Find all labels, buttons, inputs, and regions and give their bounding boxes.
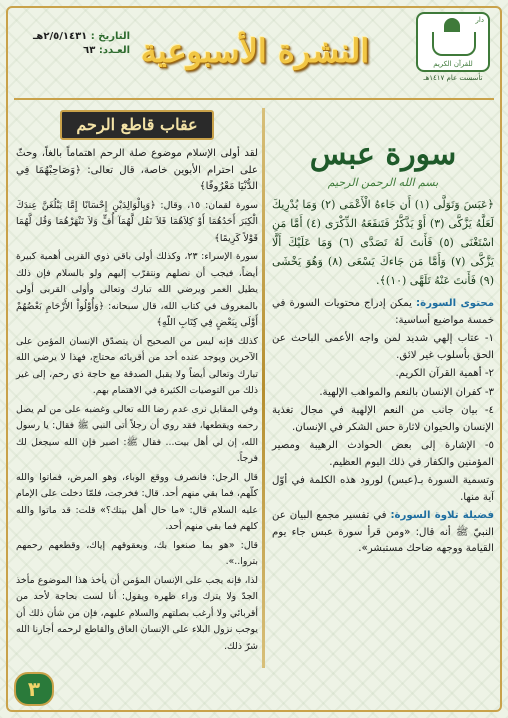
virtue-label: فضيلة تلاوة السورة: [390, 510, 495, 521]
article-paragraph: سورة لقمان: ١٥، وقال: ﴿وَبِالْوَالِدَيْنِ إِحْسَانًا إِمَّا يَبْلُغَنَّ عِندَكَ الْكِبَرَ أَحَدُهُمَا أَوْ كِلاَهُمَا فَلاَ تَقُل لَّهُمَآ أُفٍّ وَلاَ تَنْهَرْهُمَا وَقُل لَّهُمَا قَوْلاً كَرِيمًا﴾ [16, 199, 258, 244]
book-icon [432, 32, 476, 56]
header [10, 10, 498, 98]
basmala: بسم الله الرحمن الرحيم [327, 176, 439, 189]
masthead-title: النشرة الأسبوعية [140, 32, 370, 70]
surah-title [272, 138, 494, 172]
quran-verses: ﴿عَبَسَ وَتَوَلَّى (١) أَن جَاءهُ الْأَعْمَى (٢) وَمَا يُدْرِيكَ لَعَلَّهُ يَزَّكَّى (٣) أَوْ يَذَّكَّرُ فَتَنفَعَهُ الذِّكْرَى (٤) أَمَّا مَنِ اسْتَغْنَى (٥) فَأَنتَ لَهُ تَصَدَّى (٦) وَمَا عَلَيْكَ أَلَّا يَزَّكَّى (٧) وَأَمَّا مَن جَاءكَ يَسْعَى (٨) وَهُوَ يَخْشَى (٩) فَأَنتَ عَنْهُ تَلَهَّى (١٠)﴾. [272, 198, 494, 287]
article-paragraph: وفي المقابل نرى عدم رضا الله تعالى وغضبه على من لم يصل رحمه ويقطعها، فقد روي أن رجلاً أتى النبي ﷺ فقال: يا رسول الله، إن لي أهل بيت... فقال ﷺ: اصبر فإن الله سيجعل لك فرجاً. [16, 403, 258, 464]
logo-emblem [416, 12, 490, 72]
article-paragraph: سورة الإسراء: ٢٣، وكذلك أولى باقي ذوي القربى أهمية كبيرة أيضاً، فيجب أن نصلهم ونتقرّب إليهم ولو بالسلام فإن ذلك يطيل العمر ويرضي الله تبارك وتعالى وأولى القربى أولى بالمعروف في كتاب الله، قال سبحانه: ﴿وَأُوْلُواْ الأَرْحَامِ بَعْضُهُمْ أَوْلَى بِبَعْضٍ فِي كِتَابِ اللّهِ﴾ [16, 251, 258, 328]
topic-item: ٣- كفران الإنسان بالنعم والمواهب الإلهية. [319, 386, 494, 398]
date-label: التاريخ : [90, 31, 130, 42]
header-divider [14, 98, 494, 100]
content-label: محتوى السورة: [416, 298, 494, 309]
issue-line [20, 44, 130, 58]
dome-icon [444, 18, 460, 32]
logo [414, 12, 492, 96]
naming-paragraph: وتسمية السورة بـ(عبس) لورود هذه الكلمة في أوّل آية منها. [272, 475, 494, 503]
article-paragraph: كذلك فإنه ليس من الصحيح أن يتصدّق الإنسان المؤمن على الآخرين ويوجد عنده أحد من أقربائه محتاج، فهذا لا يرضي الله تبارك وتعالى أيضاً ولا يقبل الصدقة مع حاجة ذي رحم، إلى غير ذلك من التوصيات الكثيرة في الاهتمام بهم. [16, 335, 258, 396]
topic-item: ٤- بيان جانب من النعم الإلهية في مجال تغذية الإنسان والحيوان لاثارة حس الشكر في الإنسان. [272, 405, 494, 433]
topic-item: ١- عتاب إلهي شديد لمن واجه الأعمى الباحث عن الحق بأسلوب غير لائق. [272, 333, 494, 361]
issue-label: العـدد: [98, 45, 130, 56]
topic-item: ٢- أهمية القرآن الكريم. [395, 368, 494, 379]
column-divider [262, 108, 265, 668]
content-paragraph [272, 296, 494, 329]
article-title: عقاب قاطع الرحم [60, 110, 214, 140]
virtue-text: في تفسير مجمع البيان عن النبيّ ﷺ أنه قال: «ومن قرأ سورة عبس جاء يوم القيامة ووجهه ضاحك مستبشر». [272, 510, 494, 554]
article-paragraph: قال الرجل: فانصرف ووقع الوباء، وهو المرض، فماتوا والله كلّهم، فما بقي منهم أحد. قال: فخرجت، فلمّا دخلت على الإمام عليه السلام قال: «ما حال أهل بيتك؟» قلت: قد ماتوا والله كلهم فما بقي منهم أحد. [16, 471, 258, 532]
date-line [20, 30, 130, 44]
surah-column [272, 110, 494, 560]
date-value: ٢/٥/١٤٣١هـ [33, 31, 88, 42]
content-intro: يمكن إدراج محتويات السورة في خمسة مواضيع أساسية: [272, 298, 494, 326]
article-paragraph: لذا، فإنه يجب على الإنسان المؤمن أن يأخذ هذا الموضوع مأخذ الجدّ ولا يترك وراء ظهره ويقول: أنا لست بحاجة لأحد من أقربائي ولا أرغب بصلتهم والسلام عليهم، فإن من شأن ذلك أن يوجب نزول البلاء على الإنسان العاق والقاطع لرحمه أجارنا الله شرّ ذلك. [16, 574, 258, 652]
page-number: ٣ [14, 672, 54, 706]
logo-bottom-text: للقرآن الكريم [433, 60, 473, 68]
article-column [16, 110, 258, 657]
topic-item: ٥- الإشارة إلى بعض الحوادث الرهيبة ومصير المؤمنين والكفار في ذلك اليوم العظيم. [272, 440, 494, 468]
surah-title-text: سورة عبس [309, 137, 457, 172]
logo-founded: تأسست عام ١٤١٧هـ [423, 74, 483, 82]
virtue-paragraph [272, 508, 494, 558]
logo-top-text: دار [475, 16, 484, 24]
issue-meta [20, 30, 130, 58]
article-paragraph: قال: «هو بما صنعوا بك، وبعقوقهم إياك، وقطعهم رحمهم بتروا..». [16, 539, 258, 567]
issue-value: ٦٣ [83, 45, 96, 56]
article-paragraph: لقد أولى الإسلام موضوع صلة الرحم اهتماماً بالغاً، وحثّ على احترام الأبوين خاصة، قال تعالى: ﴿وَصَاحِبْهُمَا فِي الدُّنْيَا مَعْرُوفًا﴾ [16, 148, 258, 192]
